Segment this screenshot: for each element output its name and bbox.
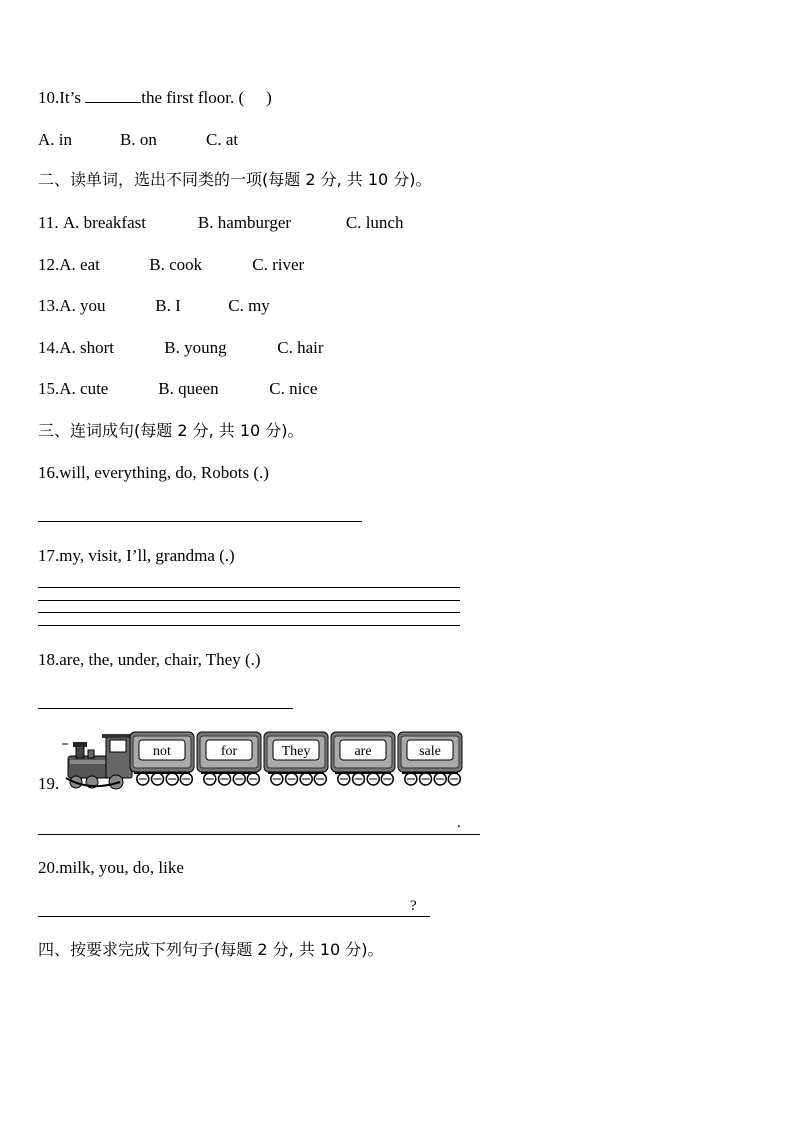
- train-cars: [130, 732, 462, 785]
- train-word: for: [220, 744, 238, 759]
- option-b: B. queen: [158, 379, 219, 398]
- question-number: 18.: [38, 650, 60, 669]
- train-word: They: [281, 744, 311, 759]
- option-c: C. hair: [277, 338, 324, 357]
- train-car: [264, 732, 328, 785]
- answer-line[interactable]: [38, 916, 430, 917]
- option-c: C. at: [206, 130, 239, 149]
- option-a: A. short: [59, 338, 115, 357]
- option-b: B. hamburger: [197, 213, 292, 232]
- answer-line[interactable]: [38, 587, 460, 588]
- option-c: C. river: [252, 255, 305, 274]
- question-19-number: 19.: [38, 774, 60, 793]
- option-a: A. breakfast: [62, 213, 146, 232]
- train-illustration: [60, 730, 470, 792]
- answer-line: [38, 625, 460, 626]
- question-number: 20.: [38, 858, 60, 877]
- question-number: 12.: [38, 255, 60, 274]
- sentence-end-mark: .: [457, 815, 461, 831]
- train-word: are: [354, 744, 372, 759]
- option-c: C. lunch: [345, 213, 404, 232]
- question-14: [38, 338, 324, 358]
- answer-blank[interactable]: [85, 88, 141, 103]
- question-18: [38, 650, 261, 670]
- question-10-options: [38, 130, 238, 150]
- answer-line[interactable]: [38, 834, 480, 835]
- question-number: 16.: [38, 463, 60, 482]
- train-word: sale: [419, 744, 441, 759]
- section-3-heading: 三、连词成句(每题 2 分, 共 10 分)。: [38, 421, 304, 440]
- paren-close: ): [266, 88, 272, 107]
- question-10: [38, 88, 272, 108]
- question-13: [38, 296, 270, 316]
- option-a: A. eat: [59, 255, 100, 274]
- option-b: B. cook: [149, 255, 203, 274]
- word-list: milk, you, do, like: [59, 858, 184, 877]
- section-4-heading: 四、按要求完成下列句子(每题 2 分, 共 10 分)。: [38, 940, 384, 959]
- answer-line: [38, 612, 460, 613]
- question-number: 15.: [38, 379, 60, 398]
- word-list: are, the, under, chair, They (.): [59, 650, 261, 669]
- question-number: 10.: [38, 88, 60, 107]
- option-c: C. nice: [269, 379, 318, 398]
- question-17: [38, 546, 235, 566]
- answer-line: [38, 600, 460, 601]
- answer-line[interactable]: [38, 708, 293, 709]
- train-car: [398, 732, 462, 785]
- option-a: A. in: [38, 130, 72, 149]
- locomotive-icon: [62, 734, 136, 789]
- option-c: C. my: [228, 296, 270, 315]
- word-list: my, visit, I’ll, grandma (.): [59, 546, 235, 565]
- option-a: A. you: [59, 296, 106, 315]
- section-2-heading: 二、读单词，选出不同类的一项(每题 2 分, 共 10 分)。: [38, 170, 432, 189]
- option-b: B. I: [155, 296, 181, 315]
- question-number: 11.: [38, 213, 59, 232]
- question-15: [38, 379, 317, 399]
- question-11: [38, 213, 403, 233]
- option-a: A. cute: [59, 379, 109, 398]
- train-word: not: [153, 744, 171, 759]
- train-car: [331, 732, 395, 785]
- train-car: [197, 732, 261, 785]
- train-car: [130, 732, 194, 785]
- question-number: 13.: [38, 296, 60, 315]
- question-number: 17.: [38, 546, 60, 565]
- word-list: will, everything, do, Robots (.): [59, 463, 269, 482]
- question-20: [38, 858, 184, 878]
- question-number: 14.: [38, 338, 60, 357]
- option-b: B. young: [164, 338, 227, 357]
- question-text: the first floor. (: [141, 88, 245, 107]
- sentence-end-mark: ?: [410, 898, 417, 914]
- question-12: [38, 255, 304, 275]
- option-b: B. on: [120, 130, 157, 149]
- question-text: It’s: [59, 88, 81, 107]
- question-16: [38, 463, 269, 483]
- answer-line[interactable]: [38, 521, 362, 522]
